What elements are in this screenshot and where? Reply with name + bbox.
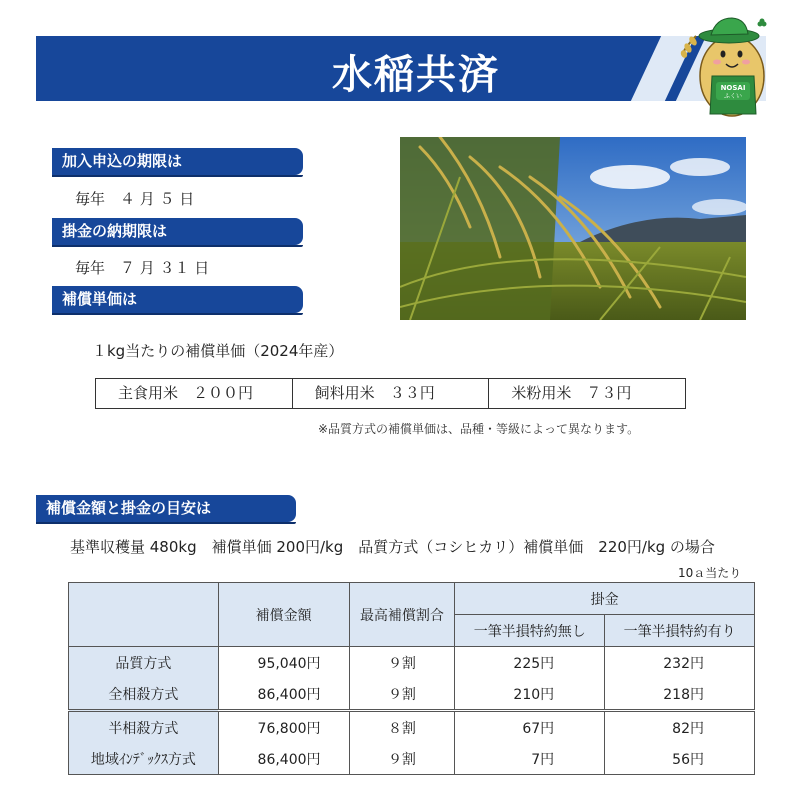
fee-without-rider-cell: 67円 [455, 711, 605, 744]
amount-cell: 86,400円 [218, 678, 349, 711]
table-row [69, 647, 755, 679]
fee-without-rider-cell: 225円 [455, 647, 605, 679]
fee-with-rider-cell: 232円 [605, 647, 755, 679]
price-cell-staple: 主食用米 ２００円 [96, 379, 293, 408]
unit-price-table [95, 378, 686, 409]
price-cell-flour: 米粉用米 ７３円 [511, 384, 632, 402]
header-empty [69, 583, 219, 647]
price-cell-feed: 飼料用米 ３３円 [293, 379, 490, 408]
amount-cell: 95,040円 [218, 647, 349, 679]
method-cell: 地域ｲﾝﾃﾞｯｸｽ方式 [69, 743, 219, 775]
estimate-condition: 基準収穫量 480kg 補償単価 200円/kg 品質方式（コシヒカリ）補償単価 220円/kg の場合 [70, 538, 715, 556]
header-amount: 補償金額 [218, 583, 349, 647]
svg-text:ふくい: ふくい [723, 93, 743, 100]
fee-without-rider-cell: 7円 [455, 743, 605, 775]
amount-cell: 86,400円 [218, 743, 349, 775]
header-fee-with-rider: 一筆半損特約有り [605, 615, 755, 647]
header-fee: 掛金 [455, 583, 755, 615]
join-deadline-value: 毎年 ４ 月 ５ 日 [75, 190, 195, 208]
method-cell: 半相殺方式 [69, 711, 219, 744]
fee-with-rider-cell: 218円 [605, 678, 755, 711]
table-row [69, 711, 755, 744]
method-cell: 全相殺方式 [69, 678, 219, 711]
ratio-cell: ９割 [349, 678, 455, 711]
fee-with-rider-cell: 82円 [605, 711, 755, 744]
section-header-unit-price: 補償単価は [52, 286, 303, 313]
estimate-table [68, 582, 755, 775]
rice-field-photo [400, 137, 746, 320]
ratio-cell: ９割 [349, 743, 455, 775]
farmer-mascot-icon [674, 14, 774, 120]
fee-with-rider-cell: 56円 [605, 743, 755, 775]
price-note: ※品質方式の補償単価は、品種・等級によって異なります。 [318, 422, 640, 436]
payment-deadline-value: 毎年 ７ 月 ３１ 日 [75, 259, 210, 277]
fee-without-rider-cell: 210円 [455, 678, 605, 711]
page-title: 水稲共済 [332, 52, 500, 98]
method-cell: 品質方式 [69, 647, 219, 679]
unit-price-caption: １kg当たりの補償単価（2024年産） [92, 342, 344, 360]
section-header-estimate: 補償金額と掛金の目安は [36, 495, 296, 522]
svg-text:NOSAI: NOSAI [720, 84, 746, 92]
title-banner [36, 36, 766, 101]
table-row [69, 678, 755, 711]
ratio-cell: ８割 [349, 711, 455, 744]
header-fee-without-rider: 一筆半損特約無し [455, 615, 605, 647]
section-header-join-deadline: 加入申込の期限は [52, 148, 303, 175]
section-header-payment-deadline: 掛金の納期限は [52, 218, 303, 245]
header-ratio: 最高補償割合 [349, 583, 455, 647]
unit-note: 10ａ当たり [678, 566, 742, 580]
amount-cell: 76,800円 [218, 711, 349, 744]
ratio-cell: ９割 [349, 647, 455, 679]
table-row [69, 743, 755, 775]
